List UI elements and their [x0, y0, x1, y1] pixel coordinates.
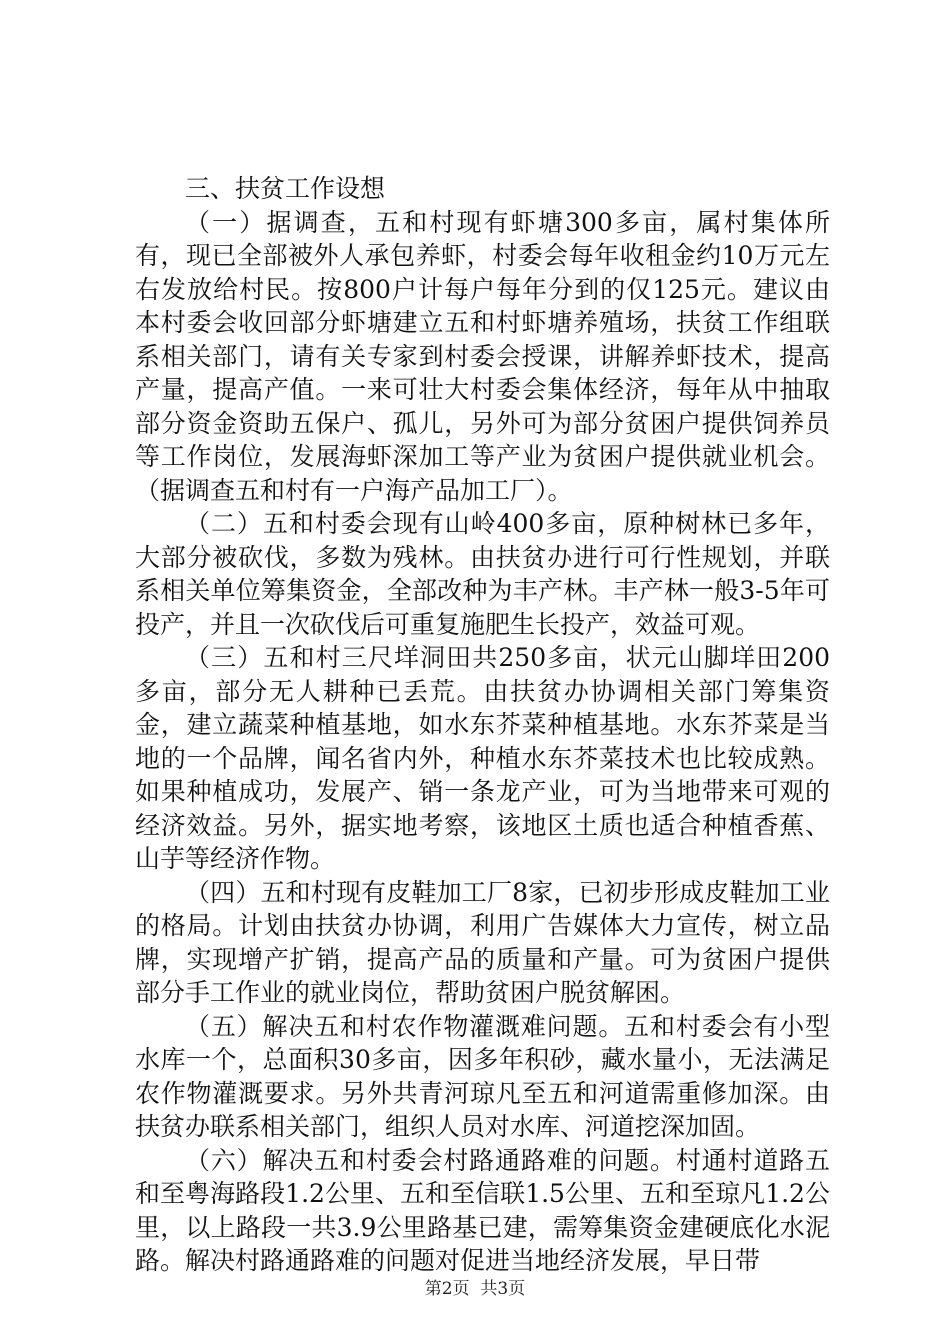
- paragraph-3: （三）五和村三尺垟洞田共250多亩，状元山脚垟田200多亩，部分无人耕种已丢荒。由扶贫办协调相关部门筹集资金，建立蔬菜种植基地，如水东芥菜种植基地。水东芥菜是当地的一个品牌，闻名省内外，种植水东芥菜技术也比较成熟。如果种植成功，发展产、销一条龙产业，可为当地带来可观的经济效益。另外，据实地考察，该地区土质也适合种植香蕉、山芋等经济作物。: [135, 643, 830, 873]
- paragraph-5: （五）解决五和村农作物灌溉难问题。五和村委会有小型水库一个，总面积30多亩，因多年积砂，藏水量小，无法满足农作物灌溉要求。另外共青河琼凡至五和河道需重修加深。由扶贫办联系相关部门，组织人员对水库、河道挖深加固。: [135, 1011, 830, 1141]
- paragraph-4: （四）五和村现有皮鞋加工厂8家，已初步形成皮鞋加工业的格局。计划由扶贫办协调，利用广告媒体大力宣传，树立品牌，实现增产扩销，提高产品的质量和产量。可为贫困户提供部分手工作业的就业岗位，帮助贫困户脱贫解困。: [135, 877, 830, 1007]
- section-heading: 三、扶贫工作设想: [185, 174, 386, 203]
- paragraph-2: （二）五和村委会现有山岭400多亩，原种树林已多年，大部分被砍伐，多数为残林。由扶贫办进行可行性规划，并联系相关单位筹集资金，全部改种为丰产林。丰产林一般3-5年可投产，并且一次砍伐后可重复施肥生长投产，效益可观。: [135, 509, 830, 639]
- paragraph-1: （一）据调查，五和村现有虾塘300多亩，属村集体所有，现已全部被外人承包养虾，村委会每年收租金约10万元左右发放给村民。按800户计每户每年分到的仅125元。建议由本村委会收回部分虾塘建立五和村虾塘养殖场，扶贫工作组联系相关部门，请有关专家到村委会授课，讲解养虾技术，提高产量，提高产值。一来可壮大村委会集体经济，每年从中抽取部分资金资助五保户、孤儿，另外可为部分贫困户提供饲养员等工作岗位，发展海虾深加工等产业为贫困户提供就业机会。（据调查五和村有一户海产品加工厂）。: [135, 207, 830, 505]
- document-body: [135, 172, 830, 1278]
- page-footer: 第2页 共3页: [424, 1279, 526, 1299]
- paragraph-6: （六）解决五和村委会村路通路难的问题。村通村道路五和至粤海路段1.2公里、五和至信联1.5公里、五和至琼凡1.2公里，以上路段一共3.9公里路基已建，需筹集资金建硬底化水泥路。解决村路通路难的问题对促进当地经济发展，早日带: [135, 1145, 830, 1275]
